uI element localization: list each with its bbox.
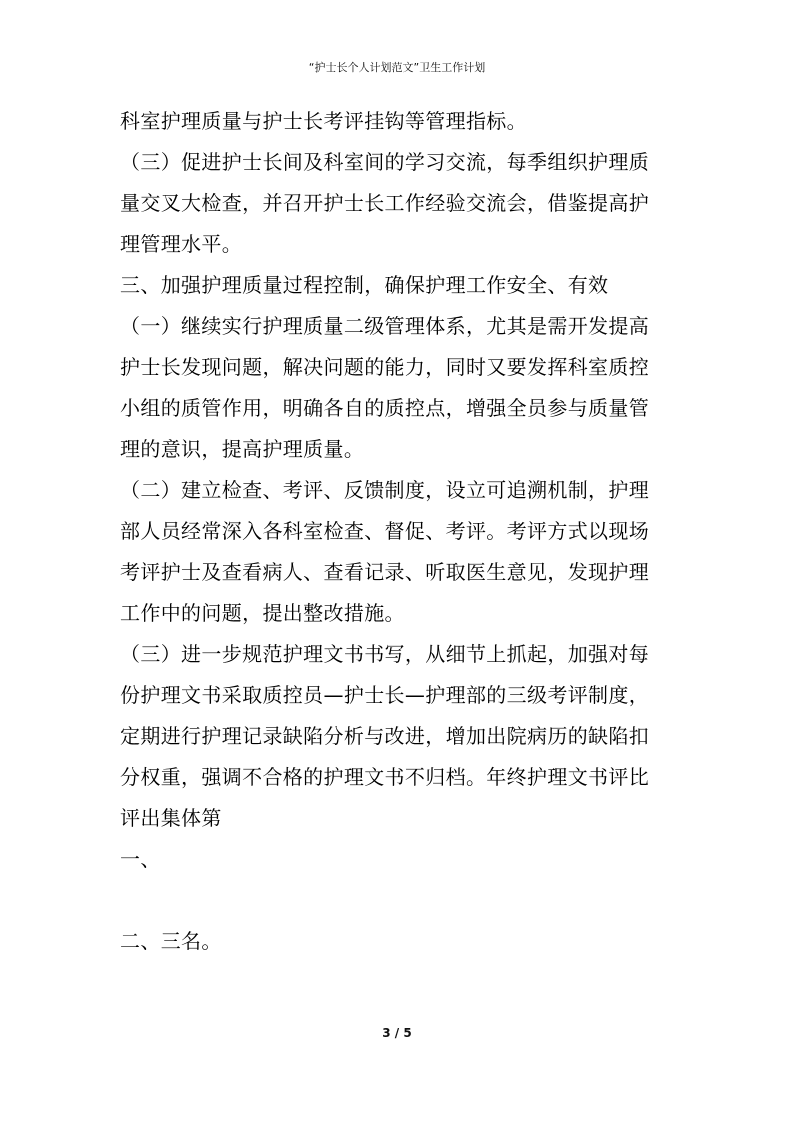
paragraph-line: 护士长发现问题，解决问题的能力，同时又要发挥科室质控 bbox=[120, 355, 650, 379]
paragraph-line: 二、三名。 bbox=[120, 929, 222, 953]
paragraph-line: （三）进一步规范护理文书书写，从细节上抓起，加强对每 bbox=[120, 642, 650, 666]
paragraph-line: 工作中的问题，提出整改措施。 bbox=[120, 601, 405, 625]
paragraph-line: 理的意识，提高护理质量。 bbox=[120, 437, 365, 461]
paragraph-line: 一、 bbox=[120, 847, 161, 871]
paragraph-line: 科室护理质量与护士长考评挂钩等管理指标。 bbox=[120, 109, 527, 133]
paragraph-line: 小组的质管作用，明确各自的质控点，增强全员参与质量管 bbox=[120, 396, 650, 420]
paragraph-line: 份护理文书采取质控员—护士长—护理部的三级考评制度， bbox=[120, 683, 650, 707]
blank-line bbox=[120, 880, 700, 921]
document-body bbox=[120, 101, 700, 962]
paragraph-line: 理管理水平。 bbox=[120, 232, 243, 256]
paragraph-line: 考评护士及查看病人、查看记录、听取医生意见，发现护理 bbox=[120, 560, 650, 584]
paragraph-line: （一）继续实行护理质量二级管理体系，尤其是需开发提高 bbox=[120, 314, 650, 338]
page-header: “护士长个人计划范文”卫生工作计划 bbox=[308, 61, 486, 74]
paragraph-line: 定期进行护理记录缺陷分析与改进，增加出院病历的缺陷扣 bbox=[120, 724, 650, 748]
paragraph-line: （二）建立检查、考评、反馈制度，设立可追溯机制，护理 bbox=[120, 478, 650, 502]
section-heading: 三、加强护理质量过程控制，确保护理工作安全、有效 bbox=[120, 273, 609, 297]
paragraph-line: 部人员经常深入各科室检查、督促、考评。考评方式以现场 bbox=[120, 519, 650, 543]
paragraph-line: 量交叉大检查，并召开护士长工作经验交流会，借鉴提高护 bbox=[120, 191, 650, 215]
paragraph-line: 分权重，强调不合格的护理文书不归档。年终护理文书评比 bbox=[120, 765, 650, 789]
paragraph-line: （三）促进护士长间及科室间的学习交流，每季组织护理质 bbox=[120, 150, 650, 174]
paragraph-line: 评出集体第 bbox=[120, 806, 222, 830]
page-number: 3 / 5 bbox=[382, 1026, 412, 1040]
